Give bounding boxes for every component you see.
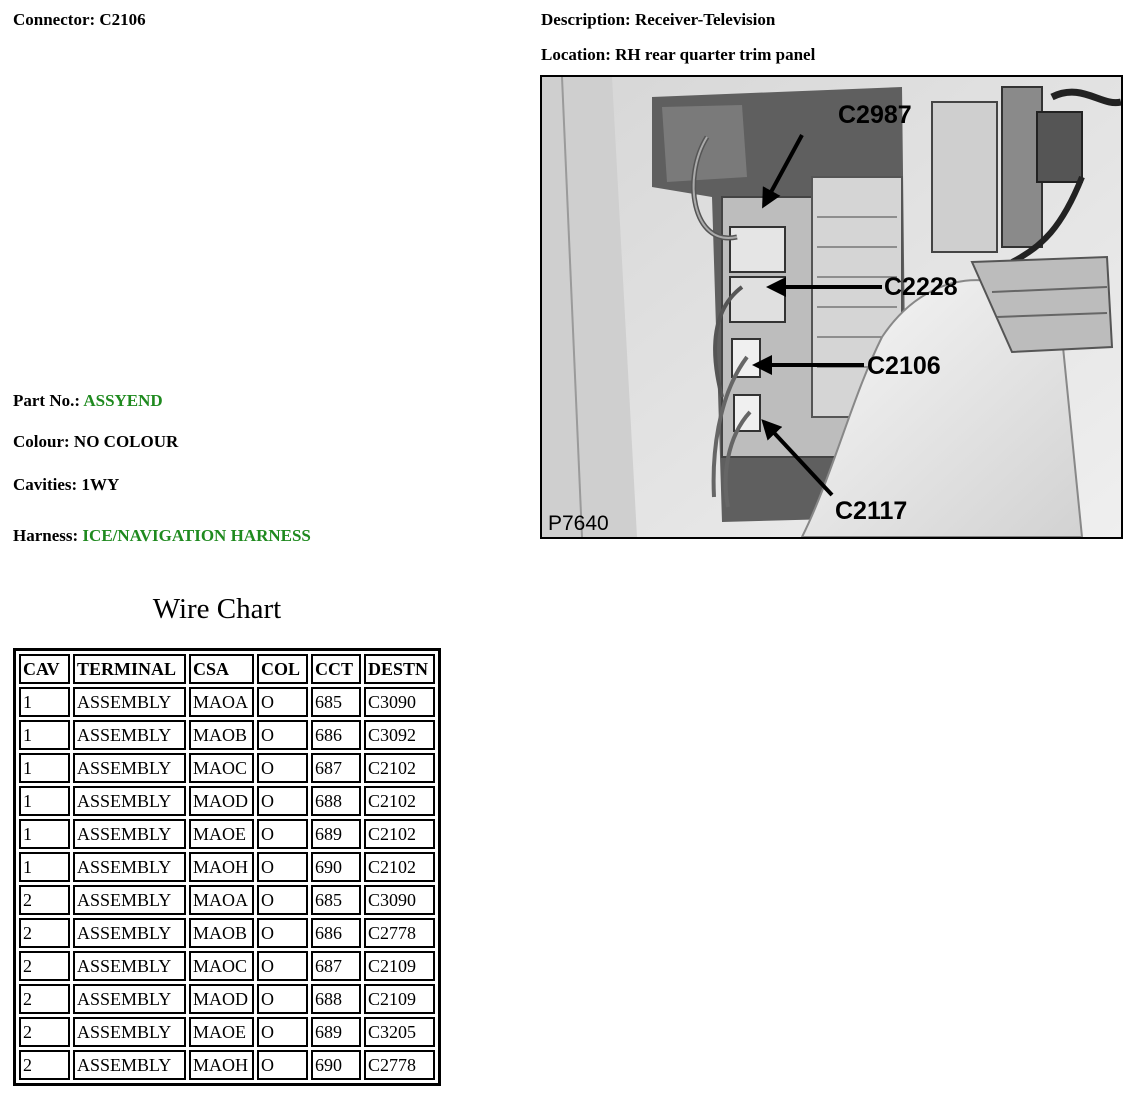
connector-value: C2106 [99,10,146,29]
cell-col: O [257,852,308,882]
connector-location-photo [540,75,1123,539]
wire-chart-title: Wire Chart [152,593,282,625]
location-label: Location: [541,45,611,64]
table-row [19,918,435,948]
column-header-cct: CCT [311,654,361,684]
table-row [19,984,435,1014]
cell-cav: 2 [19,885,70,915]
harness-label: Harness: [13,526,79,545]
cell-csa: MAOB [189,720,254,750]
cell-csa: MAOA [189,687,254,717]
table-row [19,885,435,915]
cell-terminal: ASSEMBLY [73,852,186,882]
column-header-destn: DESTN [364,654,435,684]
part-no-value: ASSYEND [83,391,163,410]
cell-cct: 688 [311,984,361,1014]
cell-cct: 686 [311,720,361,750]
description-field [541,10,775,30]
table-row [19,786,435,816]
cell-cav: 2 [19,984,70,1014]
harness-field [13,526,311,546]
cell-col: O [257,1017,308,1047]
cell-cav: 1 [19,720,70,750]
column-header-terminal: TERMINAL [73,654,186,684]
cell-destn: C3092 [364,720,435,750]
cell-csa: MAOE [189,819,254,849]
cell-cct: 687 [311,951,361,981]
cell-csa: MAOH [189,852,254,882]
cell-destn: C2778 [364,1050,435,1080]
cell-terminal: ASSEMBLY [73,1050,186,1080]
cell-cav: 2 [19,918,70,948]
cell-destn: C3090 [364,687,435,717]
cell-cct: 689 [311,1017,361,1047]
cell-cct: 688 [311,786,361,816]
cell-col: O [257,984,308,1014]
cell-col: O [257,1050,308,1080]
cell-cav: 2 [19,951,70,981]
cell-csa: MAOB [189,918,254,948]
cell-destn: C2102 [364,819,435,849]
callout-c2228: C2228 [884,273,958,301]
cell-destn: C2102 [364,753,435,783]
cell-col: O [257,951,308,981]
cell-terminal: ASSEMBLY [73,786,186,816]
cell-col: O [257,720,308,750]
wire-chart-table [13,648,441,1086]
table-row [19,687,435,717]
description-value: Receiver-Television [634,10,776,29]
cell-destn: C2109 [364,951,435,981]
table-row [19,753,435,783]
table-row [19,852,435,882]
cell-col: O [257,885,308,915]
connector-label: Connector: [13,10,96,29]
cell-destn: C2778 [364,918,435,948]
cell-col: O [257,918,308,948]
cell-destn: C2109 [364,984,435,1014]
location-field [541,45,815,65]
cell-destn: C3090 [364,885,435,915]
callout-c2987: C2987 [838,101,912,129]
cell-cav: 1 [19,687,70,717]
cell-cct: 690 [311,1050,361,1080]
cell-csa: MAOC [189,753,254,783]
wire-chart-body [19,687,435,1080]
cell-destn: C3205 [364,1017,435,1047]
cell-terminal: ASSEMBLY [73,1017,186,1047]
cell-destn: C2102 [364,786,435,816]
harness-value: ICE/NAVIGATION HARNESS [82,526,311,545]
cell-cav: 2 [19,1050,70,1080]
cell-cct: 689 [311,819,361,849]
cell-terminal: ASSEMBLY [73,984,186,1014]
table-row [19,1050,435,1080]
location-value: RH rear quarter trim panel [615,45,816,64]
callout-c2106: C2106 [867,352,941,380]
cell-csa: MAOA [189,885,254,915]
table-row [19,951,435,981]
cell-cav: 1 [19,819,70,849]
cell-terminal: ASSEMBLY [73,951,186,981]
cavities-value: 1WY [81,475,120,494]
cell-csa: MAOD [189,786,254,816]
table-header-row [19,654,435,684]
cell-terminal: ASSEMBLY [73,918,186,948]
cell-cct: 690 [311,852,361,882]
cell-cav: 2 [19,1017,70,1047]
column-header-csa: CSA [189,654,254,684]
colour-value: NO COLOUR [73,432,179,451]
figure-id: P7640 [548,512,609,535]
cavities-field [13,475,119,495]
cell-terminal: ASSEMBLY [73,753,186,783]
callout-c2117: C2117 [835,497,908,525]
cell-col: O [257,753,308,783]
column-header-cav: CAV [19,654,70,684]
part-no-label: Part No.: [13,391,81,410]
cavities-label: Cavities: [13,475,78,494]
cell-terminal: ASSEMBLY [73,819,186,849]
cell-cct: 686 [311,918,361,948]
cell-col: O [257,786,308,816]
column-header-col: COL [257,654,308,684]
cell-terminal: ASSEMBLY [73,720,186,750]
part-no-field [13,391,163,411]
description-label: Description: [541,10,631,29]
cell-csa: MAOC [189,951,254,981]
table-row [19,819,435,849]
table-row [19,1017,435,1047]
cell-cav: 1 [19,753,70,783]
cell-csa: MAOE [189,1017,254,1047]
cell-cct: 685 [311,687,361,717]
cell-csa: MAOH [189,1050,254,1080]
cell-cct: 687 [311,753,361,783]
cell-csa: MAOD [189,984,254,1014]
colour-field [13,432,178,452]
cell-col: O [257,819,308,849]
cell-destn: C2102 [364,852,435,882]
cell-terminal: ASSEMBLY [73,885,186,915]
cell-col: O [257,687,308,717]
connector-field [13,10,146,30]
cell-cav: 1 [19,786,70,816]
cell-terminal: ASSEMBLY [73,687,186,717]
cell-cav: 1 [19,852,70,882]
cell-cct: 685 [311,885,361,915]
colour-label: Colour: [13,432,70,451]
table-row [19,720,435,750]
